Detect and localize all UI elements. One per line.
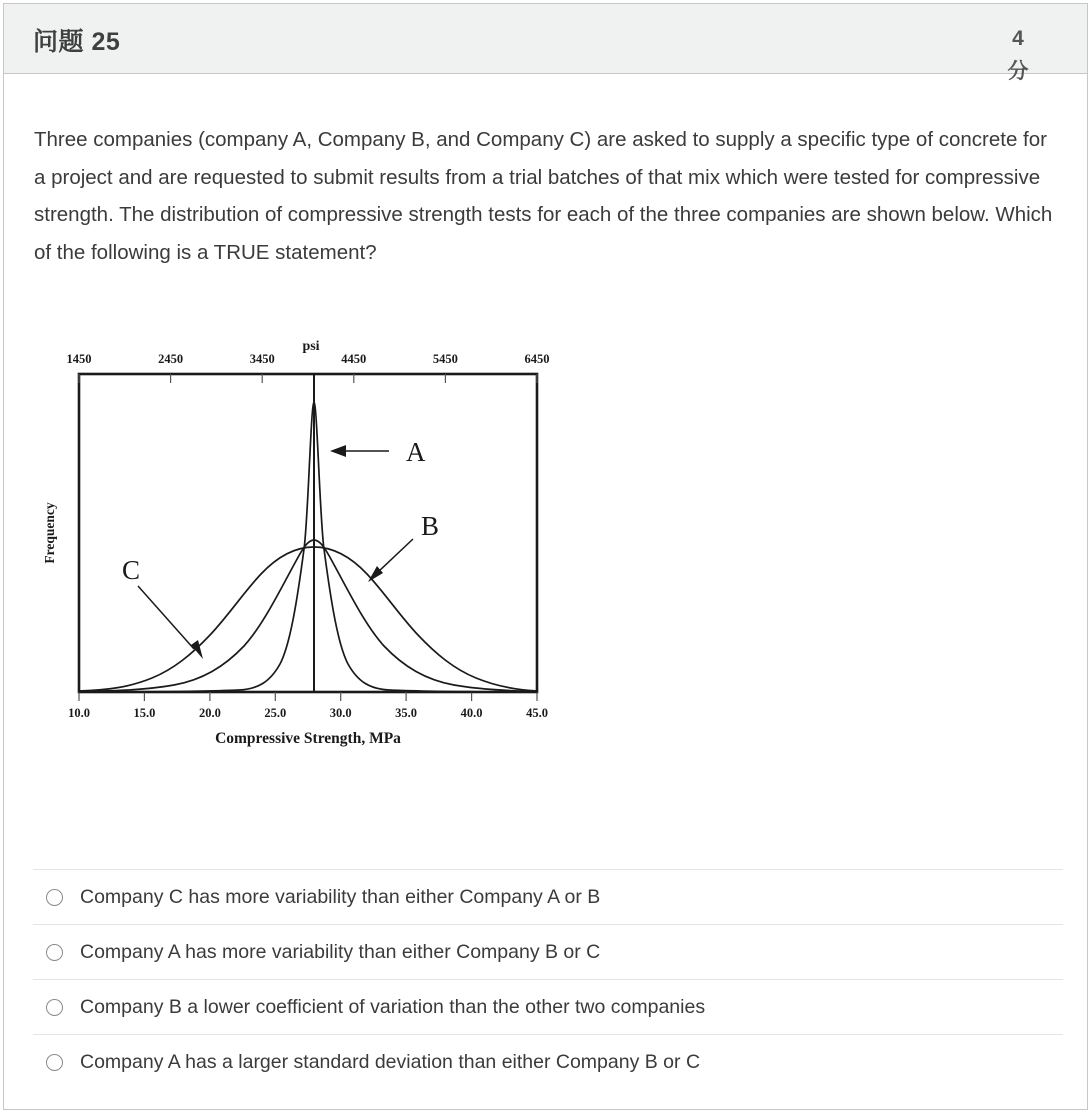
radio-button-icon[interactable] xyxy=(46,999,63,1016)
bottom-axis-ticks xyxy=(79,692,537,701)
x-tick-label: 15.0 xyxy=(133,706,156,720)
curve-label-a: A xyxy=(406,437,426,467)
x-tick-label: 20.0 xyxy=(198,706,221,720)
curve-label-c: C xyxy=(122,555,141,585)
top-tick-label: 4450 xyxy=(341,352,367,366)
x-tick-label: 35.0 xyxy=(395,706,418,720)
top-tick-label: 1450 xyxy=(66,352,92,366)
option-row[interactable] xyxy=(33,869,1063,924)
y-axis-title: Frequency xyxy=(42,502,57,564)
option-row[interactable] xyxy=(33,979,1063,1034)
option-label: Company A has more variability than either Company B or C xyxy=(80,941,601,963)
chart-svg xyxy=(34,334,564,754)
x-tick-label: 30.0 xyxy=(329,706,352,720)
top-tick-label: 3450 xyxy=(249,352,275,366)
distribution-chart xyxy=(34,334,564,754)
question-text: Three companies (company A, Company B, and Company C) are asked to supply a specific type of concrete for a project and are requested to submit results from a trial batches of that mix which were tested for compressive strength. The distribution of compressive strength tests for each of the three companies are shown below. Which of the following is a TRUE statement? xyxy=(34,128,1053,264)
top-tick-label: 5450 xyxy=(432,352,458,366)
points-value: 4 xyxy=(1012,27,1024,50)
radio-button-icon[interactable] xyxy=(46,944,63,961)
chart-frame xyxy=(79,374,537,692)
top-axis-tick-labels xyxy=(67,352,550,366)
bottom-axis-tick-labels xyxy=(68,706,548,720)
top-axis-title: psi xyxy=(302,339,320,354)
points-unit: 分 xyxy=(1007,60,1029,83)
option-label: Company C has more variability than either Company A or B xyxy=(80,886,601,908)
x-tick-label: 40.0 xyxy=(460,706,483,720)
question-header xyxy=(4,4,1087,83)
x-tick-label: 45.0 xyxy=(526,706,548,720)
radio-button-icon[interactable] xyxy=(46,889,63,906)
option-label: Company A has a larger standard deviation than either Company B or C xyxy=(80,1051,701,1073)
curve-label-b: B xyxy=(421,511,440,541)
answer-options xyxy=(33,869,1063,1089)
top-tick-label: 2450 xyxy=(158,352,184,366)
page-title: 问题 25 xyxy=(33,28,121,56)
radio-button-icon[interactable] xyxy=(46,1054,63,1071)
x-tick-label: 10.0 xyxy=(68,706,90,720)
option-label: Company B a lower coefficient of variation than the other two companies xyxy=(80,996,706,1018)
question-card xyxy=(3,3,1088,1110)
option-row[interactable] xyxy=(33,924,1063,979)
points-badge xyxy=(1001,22,1035,88)
x-tick-label: 25.0 xyxy=(264,706,287,720)
x-axis-title: Compressive Strength, MPa xyxy=(215,730,401,747)
option-row[interactable] xyxy=(33,1034,1063,1089)
top-tick-label: 6450 xyxy=(524,352,550,366)
